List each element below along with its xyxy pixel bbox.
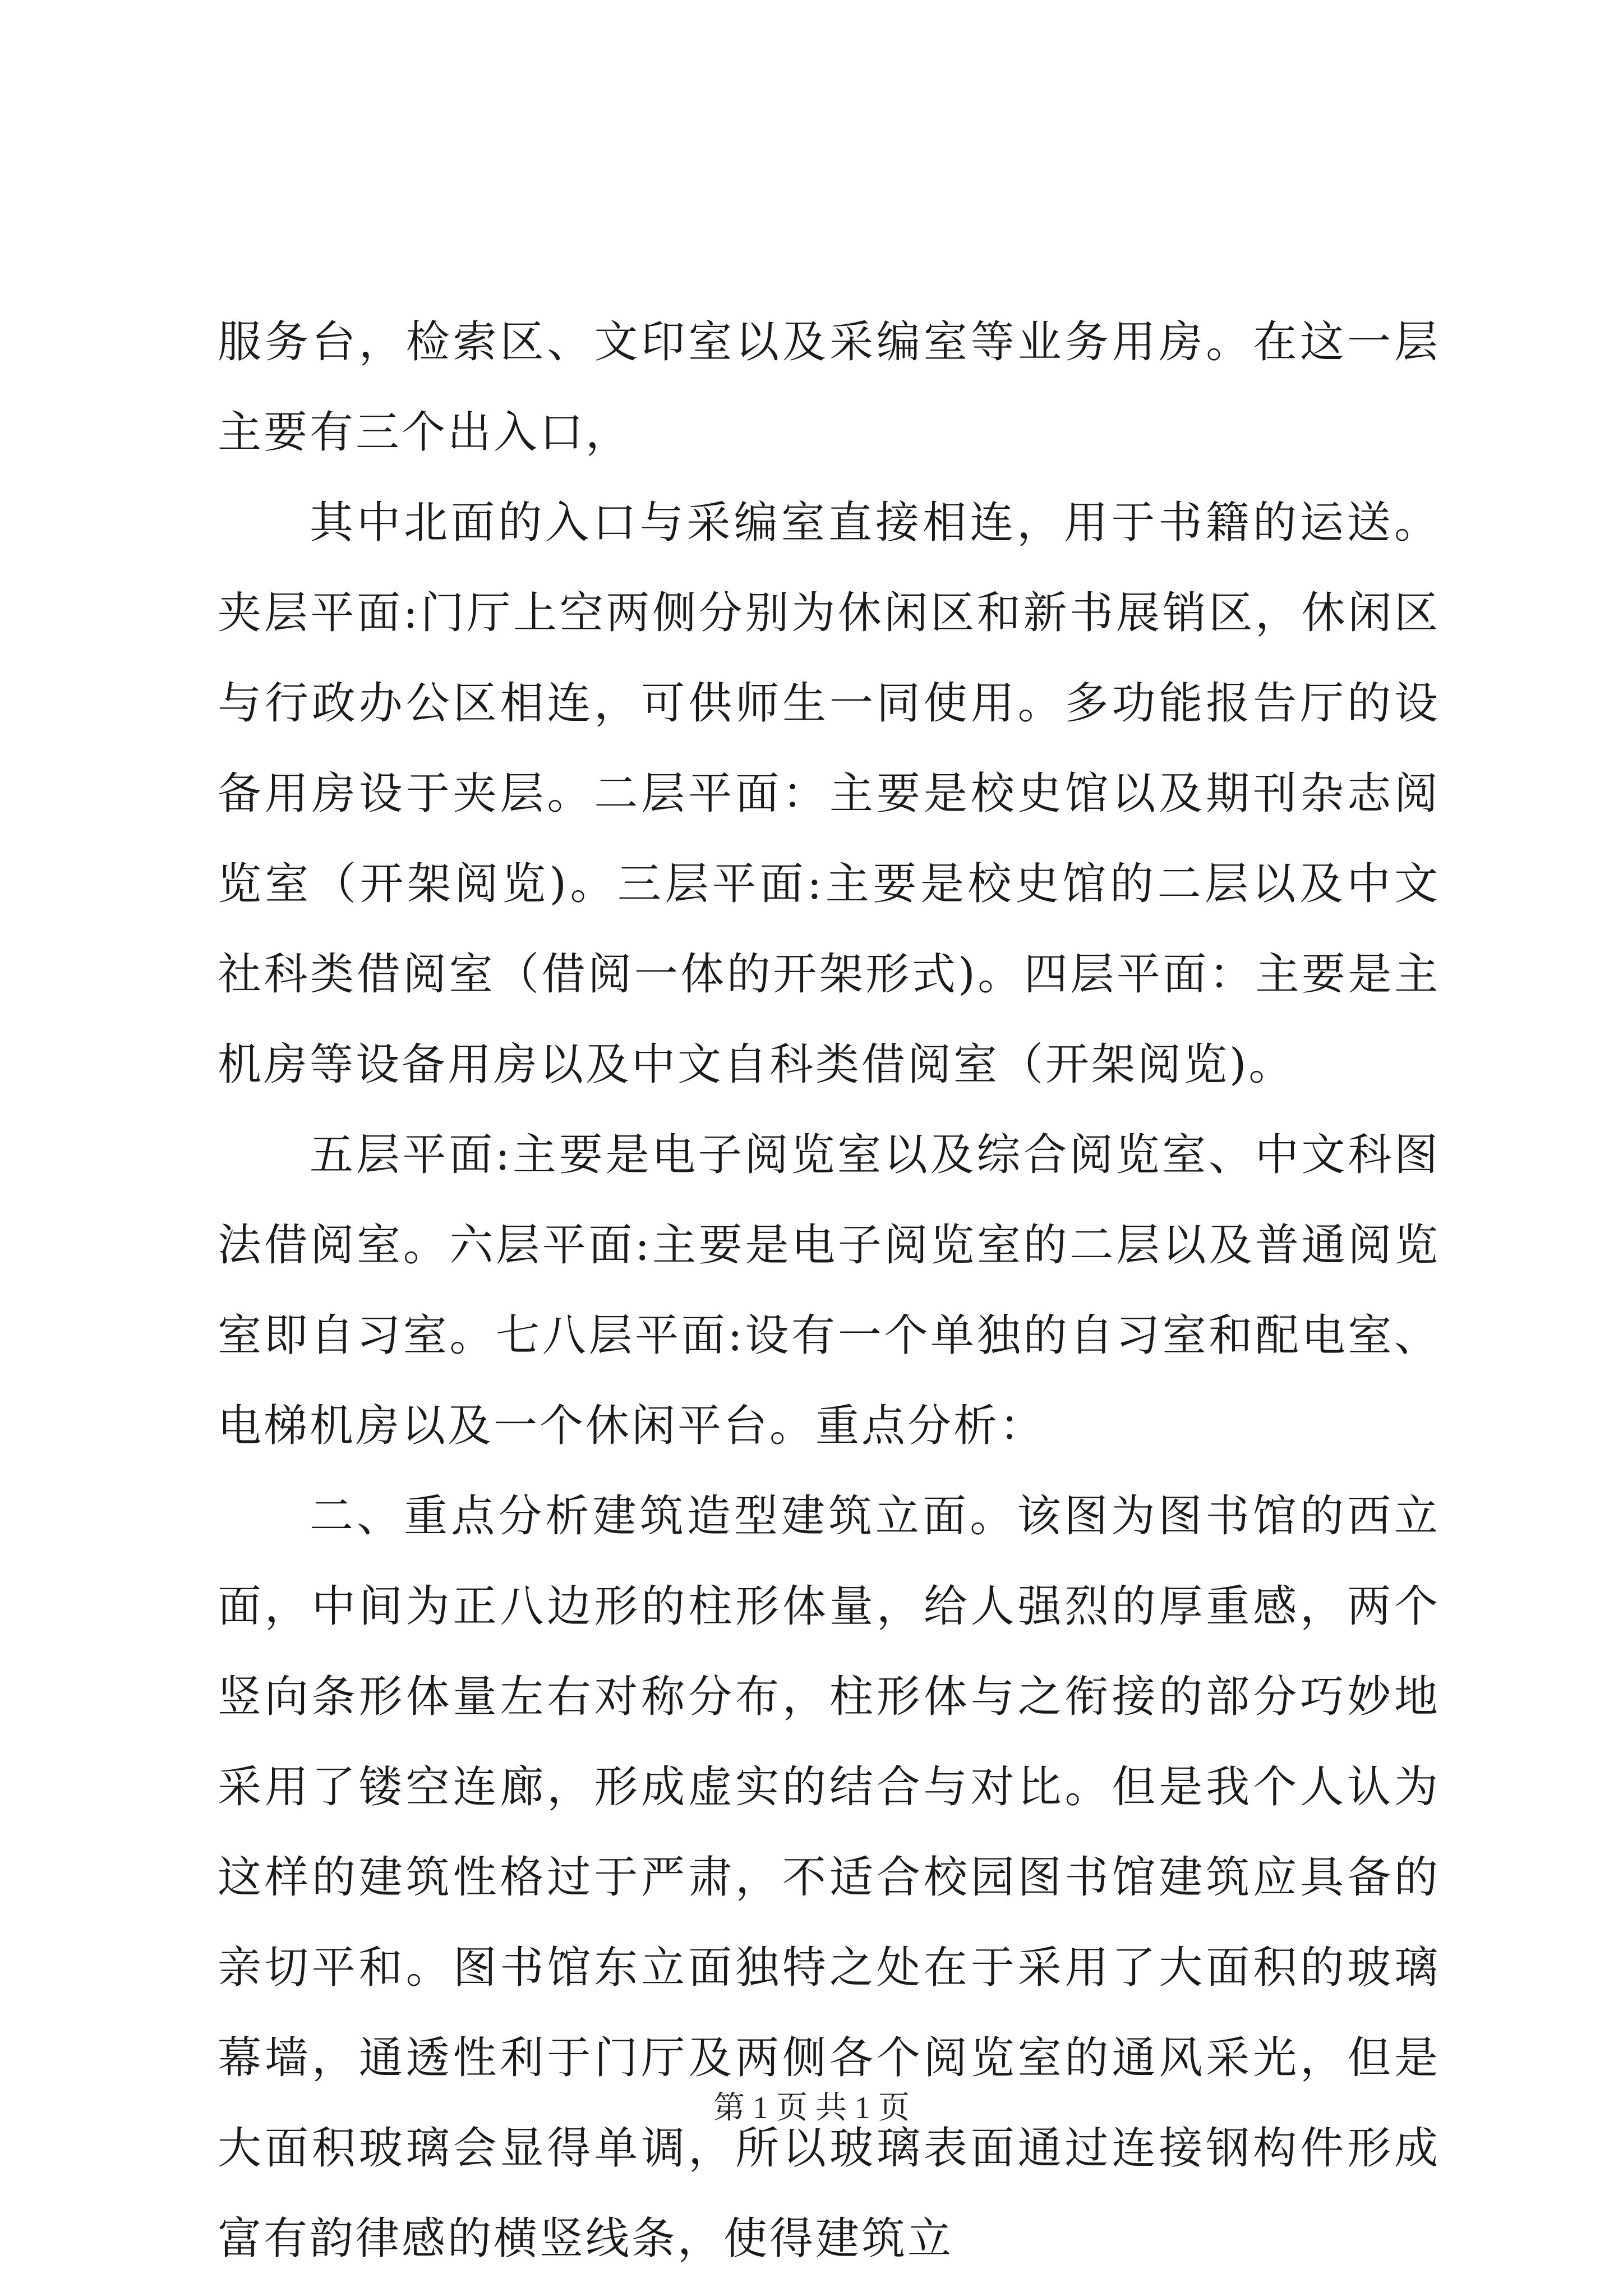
paragraph-3: 五层平面:主要是电子阅览室以及综合阅览室、中文科图法借阅室。六层平面:主要是电子阅览室的二层以及普通阅览室即自习室。七八层平面:设有一个单独的自习室和配电室、电梯机房以及一个休闲平台。重点分析： bbox=[218, 1130, 1440, 1451]
paragraph-4: 二、重点分析建筑造型建筑立面。该图为图书馆的西立面，中间为正八边形的柱形体量，给人强烈的厚重感，两个竖向条形体量左右对称分布，柱形体与之衔接的部分巧妙地采用了镂空连廊，形成虚实的结合与对比。但是我个人认为这样的建筑性格过于严肃，不适合校园图书馆建筑应具备的亲切平和。图书馆东立面独特之处在于采用了大面积的玻璃幕墙，通透性利于门厅及两侧各个阅览室的通风采光，但是大面积玻璃会显得单调，所以玻璃表面通过连接钢构件形成富有韵律感的横竖线条，使得建筑立 bbox=[218, 1491, 1440, 2264]
paragraph-1: 服务台，检索区、文印室以及采编室等业务用房。在这一层主要有三个出入口， bbox=[218, 317, 1440, 458]
page-footer: 第 1 页 共 1 页 bbox=[713, 2091, 910, 2125]
paragraph-2: 其中北面的入口与采编室直接相连，用于书籍的运送。夹层平面:门厅上空两侧分别为休闲区和新书展销区，休闲区与行政办公区相连，可供师生一同使用。多功能报告厅的设备用房设于夹层。二层平面：主要是校史馆以及期刊杂志阅览室（开架阅览)。三层平面:主要是校史馆的二层以及中文社科类借阅室（借阅一体的开架形式)。四层平面：主要是主机房等设备用房以及中文自科类借阅室（开架阅览)。 bbox=[218, 498, 1440, 1090]
document-body bbox=[218, 297, 1440, 2284]
